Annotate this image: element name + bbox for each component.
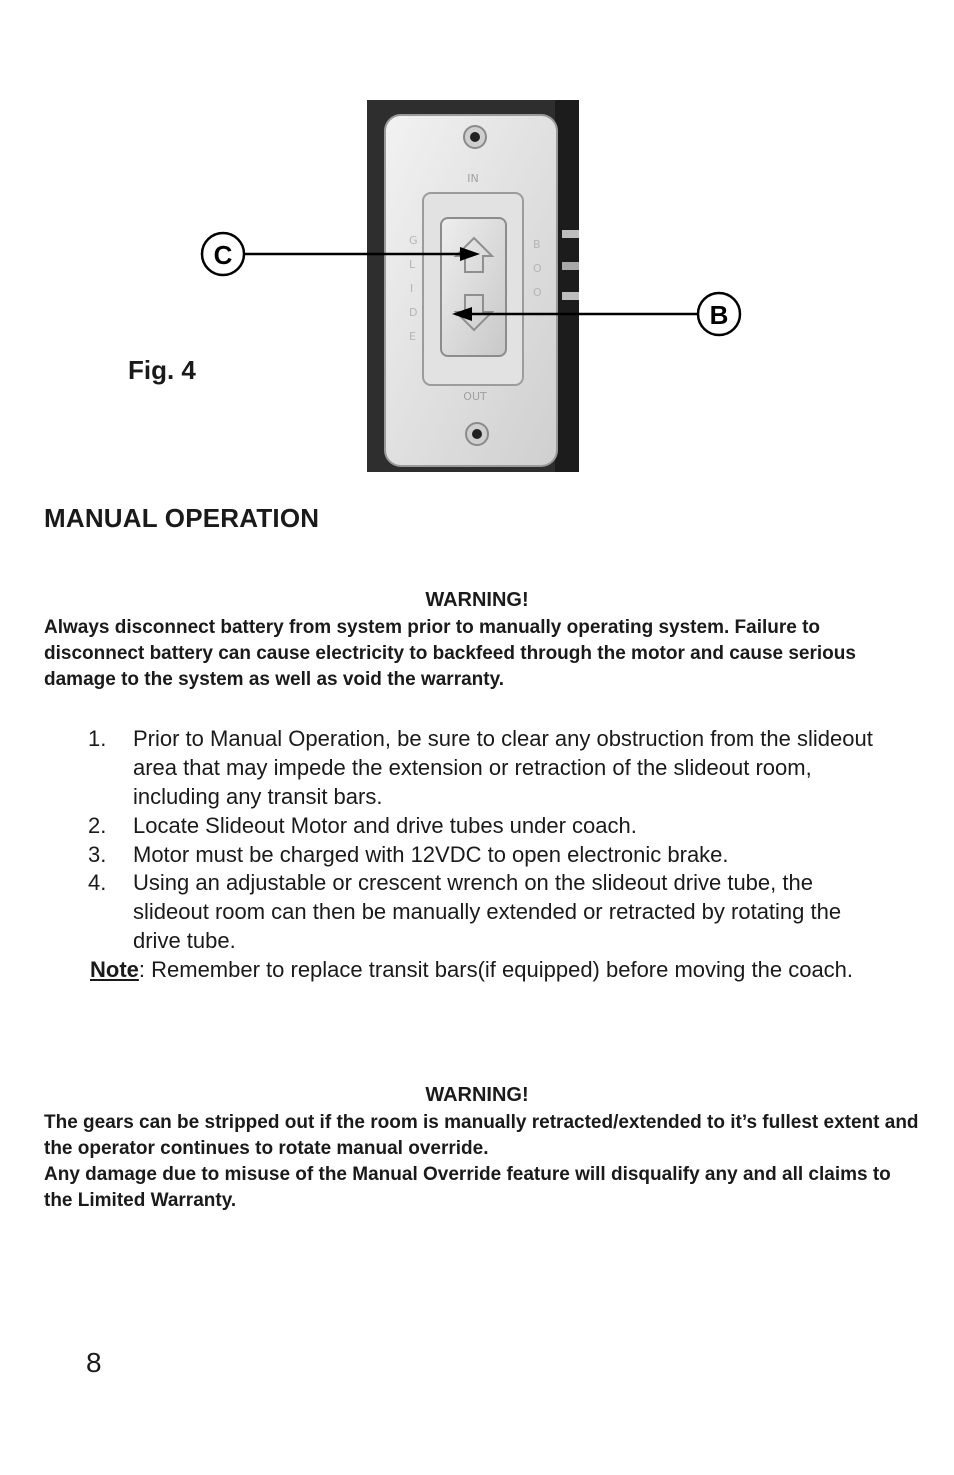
svg-text:B: B [533,238,541,251]
switch-in-text: IN [467,172,479,185]
step-text-3: Motor must be charged with 12VDC to open electronic brake. [133,842,729,867]
figure-caption: Fig. 4 [128,355,196,385]
step-number-1: 1. [88,726,107,751]
svg-text:G: G [409,234,418,247]
switch-out-text: OUT [463,390,487,403]
step-number-3: 3. [88,842,107,867]
step-text-2: Locate Slideout Motor and drive tubes under coach. [133,813,637,838]
svg-text:O: O [533,286,542,299]
warning-title-2: WARNING! [425,1084,529,1106]
note-text: : Remember to replace transit bars(if equipped) before moving the coach. [138,957,854,982]
note-label: Note [90,957,139,982]
step-text-4: Using an adjustable or crescent wrench on the slideout drive tube, the slideout room can then be manually extended or retracted by rotating the drive tube. [133,870,842,953]
warning-title-1: WARNING! [425,589,529,611]
svg-text:D: D [409,306,418,319]
warning-text-2a: The gears can be stripped out if the room is manually retracted/extended to it’s fullest extent and the operator continues to rotate manual override. [44,1112,919,1159]
page-number: 8 [86,1347,102,1378]
svg-text:E: E [409,330,416,343]
step-number-4: 4. [88,870,107,895]
switch-photo [0,0,954,480]
figure-4 [0,0,954,480]
step-text-1: Prior to Manual Operation, be sure to clear any obstruction from the slideout area that may impede the extension or retraction of the slideout room, including any transit bars. [133,726,873,809]
warning-text-1: Always disconnect battery from system prior to manually operating system. Failure to disconnect battery can cause electricity to backfeed through the motor and cause serious damage to the system as well as void the warranty. [44,617,856,690]
svg-text:L: L [409,258,416,271]
note-paragraph [90,955,890,984]
warning-text-2b: Any damage due to misuse of the Manual Override feature will disqualify any and all claims to the Limited Warranty. [44,1164,891,1211]
callout-b-letter: B [709,300,729,330]
svg-text:O: O [533,262,542,275]
svg-text:I: I [410,282,414,295]
section-heading: MANUAL OPERATION [44,503,320,533]
step-number-2: 2. [88,813,107,838]
callout-c-letter: C [213,240,233,270]
